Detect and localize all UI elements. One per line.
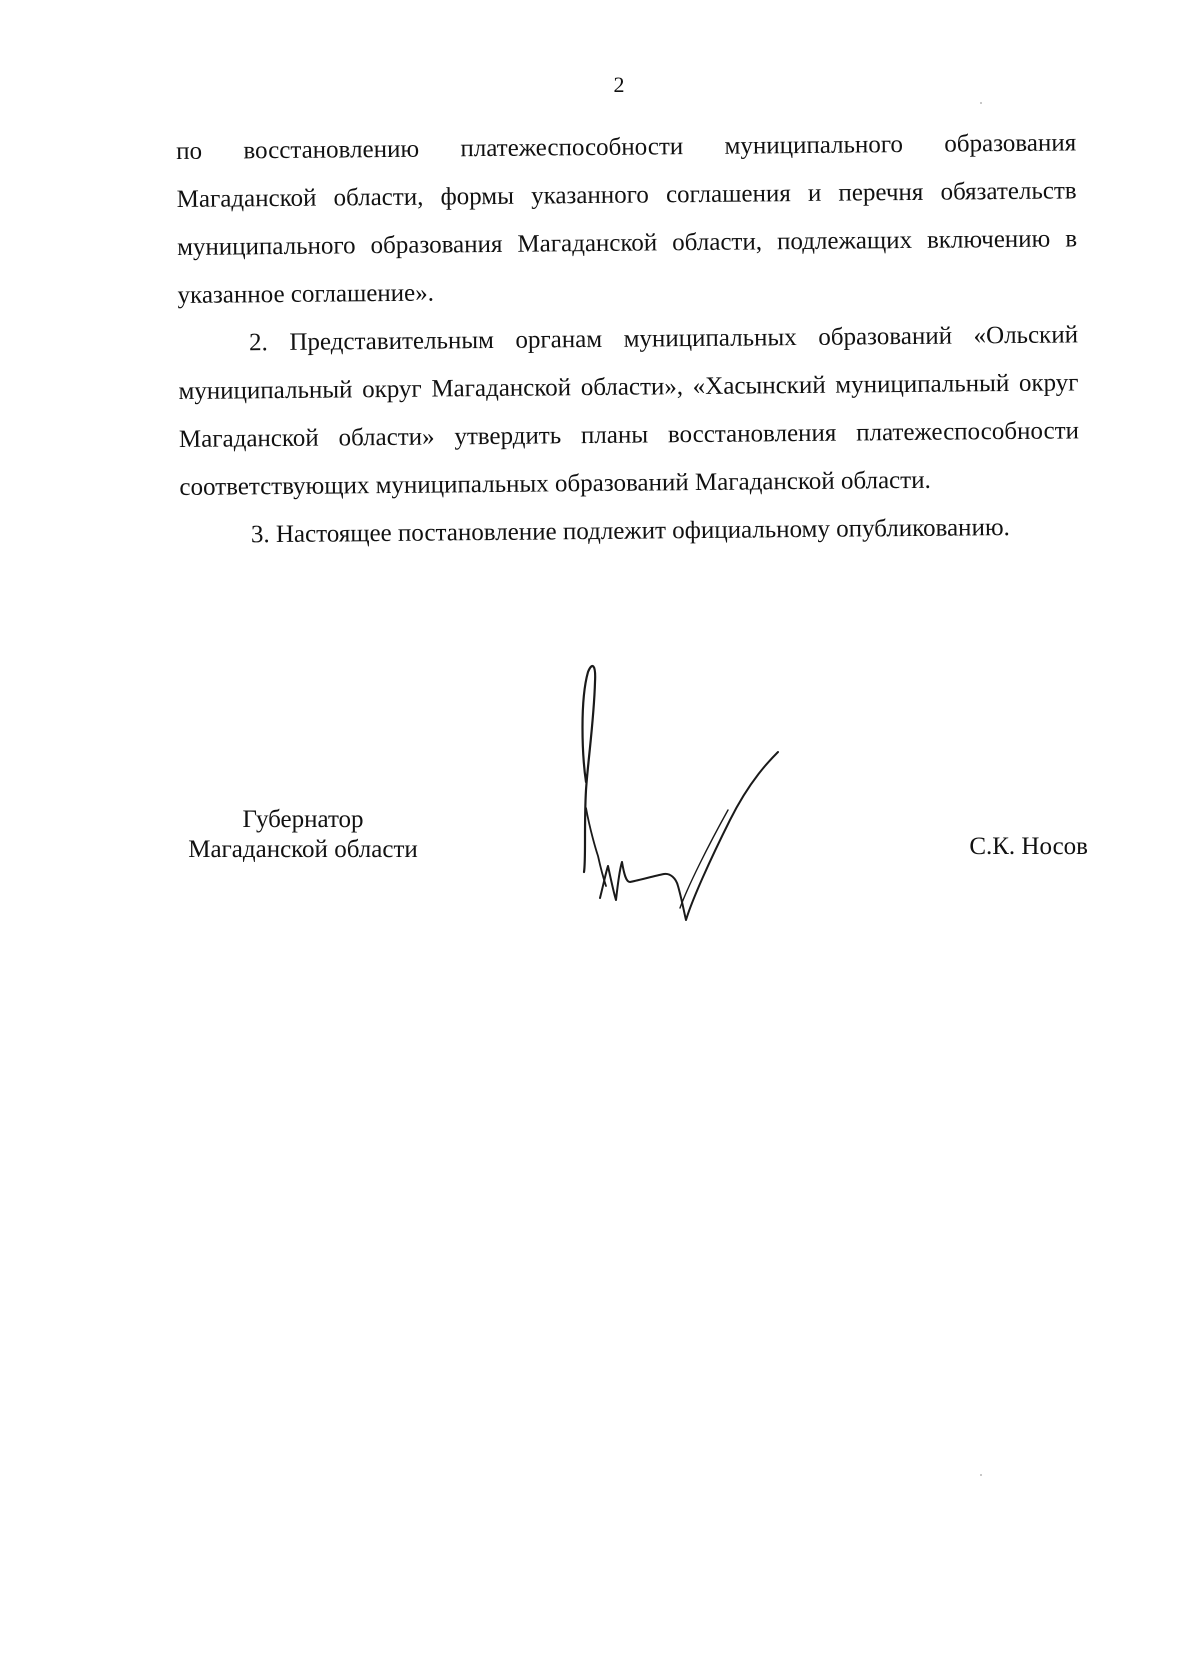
signer-position-line1: Губернатор: [242, 806, 364, 833]
paragraph-continuation: по восстановлению платежеспособности муниципального образования Магаданской области, формы указанного соглашения и перечня обязательств муниципального образования Магаданской области, подлежащих включению в указанное соглашение».: [176, 129, 1078, 309]
paragraph-item-3: 3. Настоящее постановление подлежит официальному опубликованию.: [250, 514, 1010, 549]
signer-position: [168, 805, 438, 865]
handwritten-signature-icon: [580, 660, 830, 940]
paragraph-item-2: 2. Представительным органам муниципальных образований «Ольский муниципальный округ Магаданской области», «Хасынский муниципальный округ Магаданской области» утвердить планы восстановления платежеспособности соответствующих муниципальных образований Магаданской области.: [178, 321, 1080, 501]
page-number: 2: [613, 72, 625, 97]
signer-position-line2: Магаданской области: [188, 836, 418, 863]
scan-artifact: [980, 102, 982, 104]
signer-name: С.К. Носов: [969, 833, 1088, 860]
scan-artifact: [980, 1474, 982, 1476]
document-body: [176, 119, 1080, 560]
